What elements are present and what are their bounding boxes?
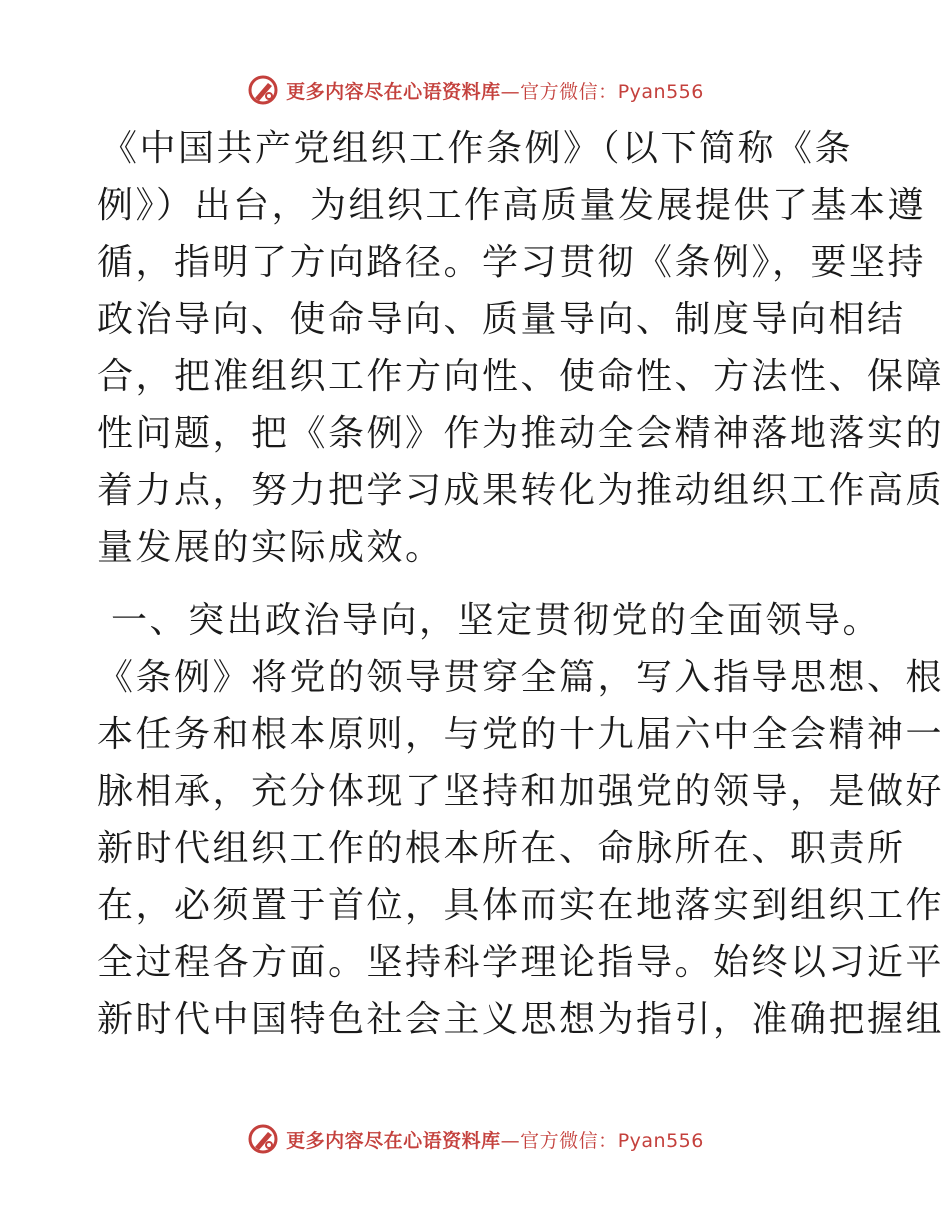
- watermark-text: [286, 77, 704, 104]
- watermark-separator: —: [500, 1129, 521, 1152]
- paragraph-2-line: 《条例》将党的领导贯穿全篇，写入指导思想、根: [97, 657, 945, 698]
- watermark-label: 官方微信：: [520, 80, 618, 103]
- paragraph-1-line: 量发展的实际成效。: [97, 527, 444, 568]
- watermark-text: [286, 1126, 704, 1153]
- paragraph-2-line: 全过程各方面。坚持科学理论指导。始终以习近平: [97, 942, 945, 983]
- paragraph-2-line: 新时代中国特色社会主义思想为指引，准确把握组: [97, 999, 945, 1040]
- section-1-heading: 一、突出政治导向，坚定贯彻党的全面领导。: [111, 600, 882, 641]
- paragraph-1-line: 性问题，把《条例》作为推动全会精神落地落实的: [97, 413, 945, 454]
- paragraph-2-line: 在，必须置于首位，具体而实在地落实到组织工作: [97, 885, 945, 926]
- paragraph-2-line: 脉相承，充分体现了坚持和加强党的领导，是做好: [97, 771, 945, 812]
- pen-logo-icon: [246, 73, 280, 107]
- paragraph-1-line: 政治导向、使命导向、质量导向、制度导向相结: [97, 299, 906, 340]
- header-watermark: [0, 70, 950, 110]
- paragraph-1-line: 合，把准组织工作方向性、使命性、方法性、保障: [97, 356, 945, 397]
- watermark-site-text: 更多内容尽在心语资料库: [286, 1129, 501, 1152]
- paragraph-1-line: 着力点，努力把学习成果转化为推动组织工作高质: [97, 470, 945, 511]
- watermark-separator: —: [500, 80, 521, 103]
- document-body: [97, 120, 945, 1048]
- pen-logo-icon: [246, 1122, 280, 1156]
- watermark-wechat-id: Pyan556: [617, 1129, 704, 1152]
- footer-watermark: [0, 1119, 950, 1159]
- paragraph-1-line: 循，指明了方向路径。学习贯彻《条例》，要坚持: [97, 242, 927, 283]
- watermark-label: 官方微信：: [520, 1129, 618, 1152]
- paragraph-1-line: 《中国共产党组织工作条例》（以下简称《条: [101, 128, 854, 169]
- watermark-site-text: 更多内容尽在心语资料库: [286, 80, 501, 103]
- paragraph-1-line: 例》）出台，为组织工作高质量发展提供了基本遵: [97, 185, 927, 226]
- paragraph-2-line: 新时代组织工作的根本所在、命脉所在、职责所: [97, 828, 906, 869]
- paragraph-2-line: 本任务和根本原则，与党的十九届六中全会精神一: [97, 714, 945, 755]
- watermark-wechat-id: Pyan556: [617, 80, 704, 103]
